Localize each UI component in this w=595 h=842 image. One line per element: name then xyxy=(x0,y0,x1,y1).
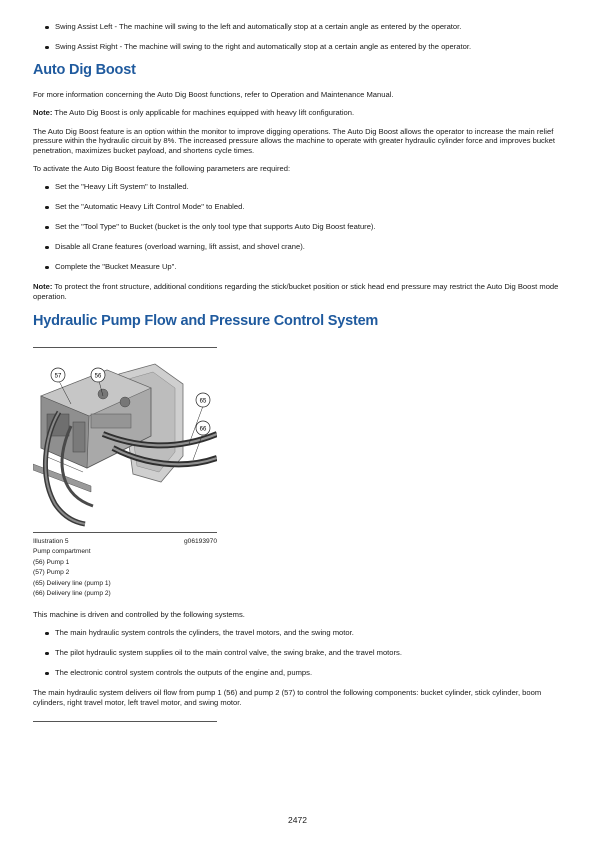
list-item: Swing Assist Left - The machine will swing to the left and automatically stop at a certain angle as entered by the operator. xyxy=(33,22,563,32)
caption-line: (57) Pump 2 xyxy=(33,569,70,577)
paragraph: The Auto Dig Boost feature is an option within the monitor to improve digging operations. The Auto Dig Boost allows the operator to increase the main relief pressure within the hydraulic circuit by 8%. The increased pressure allows the machine to operate with greater hydraulic cylinder force and improves bucket penetration, maximizes bucket payload, and shortens cycle times. xyxy=(33,126,555,155)
figure-top-rule xyxy=(33,347,217,348)
callout-label: 65 xyxy=(199,398,207,405)
callout-56 xyxy=(91,368,105,382)
paragraph: To activate the Auto Dig Boost feature the following parameters are required: xyxy=(33,164,291,174)
callout-label: 66 xyxy=(199,426,207,433)
parameter-list xyxy=(33,182,563,272)
caption-line: (65) Delivery line (pump 1) xyxy=(33,579,111,587)
list-item: Set the "Tool Type" to Bucket (bucket is the only tool type that supports Auto Dig Boost feature). xyxy=(33,222,563,232)
paragraph: The main hydraulic system delivers oil flow from pump 1 (56) and pump 2 (57) to control the following components: bucket cylinder, stick cylinder, boom cylinders, right travel motor, left travel motor, and swing motor. xyxy=(33,688,542,707)
list-item: Complete the "Bucket Measure Up". xyxy=(33,262,563,272)
section-heading-auto-dig-boost: Auto Dig Boost xyxy=(33,62,136,78)
figure-bottom-rule xyxy=(33,532,217,533)
paragraph: This machine is driven and controlled by the following systems. xyxy=(33,609,245,619)
caption-line: (66) Delivery line (pump 2) xyxy=(33,590,111,598)
caption-line: Pump compartment xyxy=(33,548,91,556)
note-text: To protect the front structure, additional conditions regarding the stick/bucket position or stick head end pressure may restrict the Auto Dig Boost mode operation. xyxy=(33,282,559,301)
section-end-rule xyxy=(33,721,217,722)
figure-caption-row xyxy=(33,537,217,547)
callout-57 xyxy=(51,368,65,382)
list-item: Disable all Crane features (overload warning, lift assist, and shovel crane). xyxy=(33,242,563,252)
swing-assist-list xyxy=(33,22,563,52)
illustration-code: g06193970 xyxy=(183,538,217,546)
callout-label: 56 xyxy=(94,373,102,380)
list-item: The pilot hydraulic system supplies oil to the main control valve, the swing brake, and the travel motors. xyxy=(33,648,563,658)
note xyxy=(33,282,563,301)
callout-65 xyxy=(196,393,210,407)
caption-line: (56) Pump 1 xyxy=(33,558,70,566)
paragraph: For more information concerning the Auto Dig Boost functions, refer to Operation and Maintenance Manual. xyxy=(33,90,394,99)
systems-list xyxy=(33,628,563,678)
callout-66 xyxy=(196,421,210,435)
list-item: Swing Assist Right - The machine will swing to the right and automatically stop at a certain angle as entered by the operator. xyxy=(33,42,563,52)
figure-caption xyxy=(33,547,563,600)
pump-compartment-drawing xyxy=(33,356,217,532)
pump-compartment-illustration xyxy=(33,356,217,532)
list-item: Set the "Heavy Lift System" to Installed. xyxy=(33,182,563,192)
note-label: Note: xyxy=(33,108,53,118)
list-item: The main hydraulic system controls the cylinders, the travel motors, and the swing motor. xyxy=(33,628,563,638)
illustration-label: Illustration 5 xyxy=(33,538,69,546)
callout-label: 57 xyxy=(54,373,62,380)
list-item: Set the "Automatic Heavy Lift Control Mode" to Enabled. xyxy=(33,202,563,212)
page-number: 2472 xyxy=(288,815,307,825)
note xyxy=(33,108,563,117)
page-content xyxy=(33,22,563,722)
note-label: Note: xyxy=(33,282,53,292)
section-heading-hydraulic-pump: Hydraulic Pump Flow and Pressure Control System xyxy=(33,313,379,330)
note-text: The Auto Dig Boost is only applicable for machines equipped with heavy lift configuration. xyxy=(52,108,355,118)
list-item: The electronic control system controls the outputs of the engine and, pumps. xyxy=(33,668,563,678)
